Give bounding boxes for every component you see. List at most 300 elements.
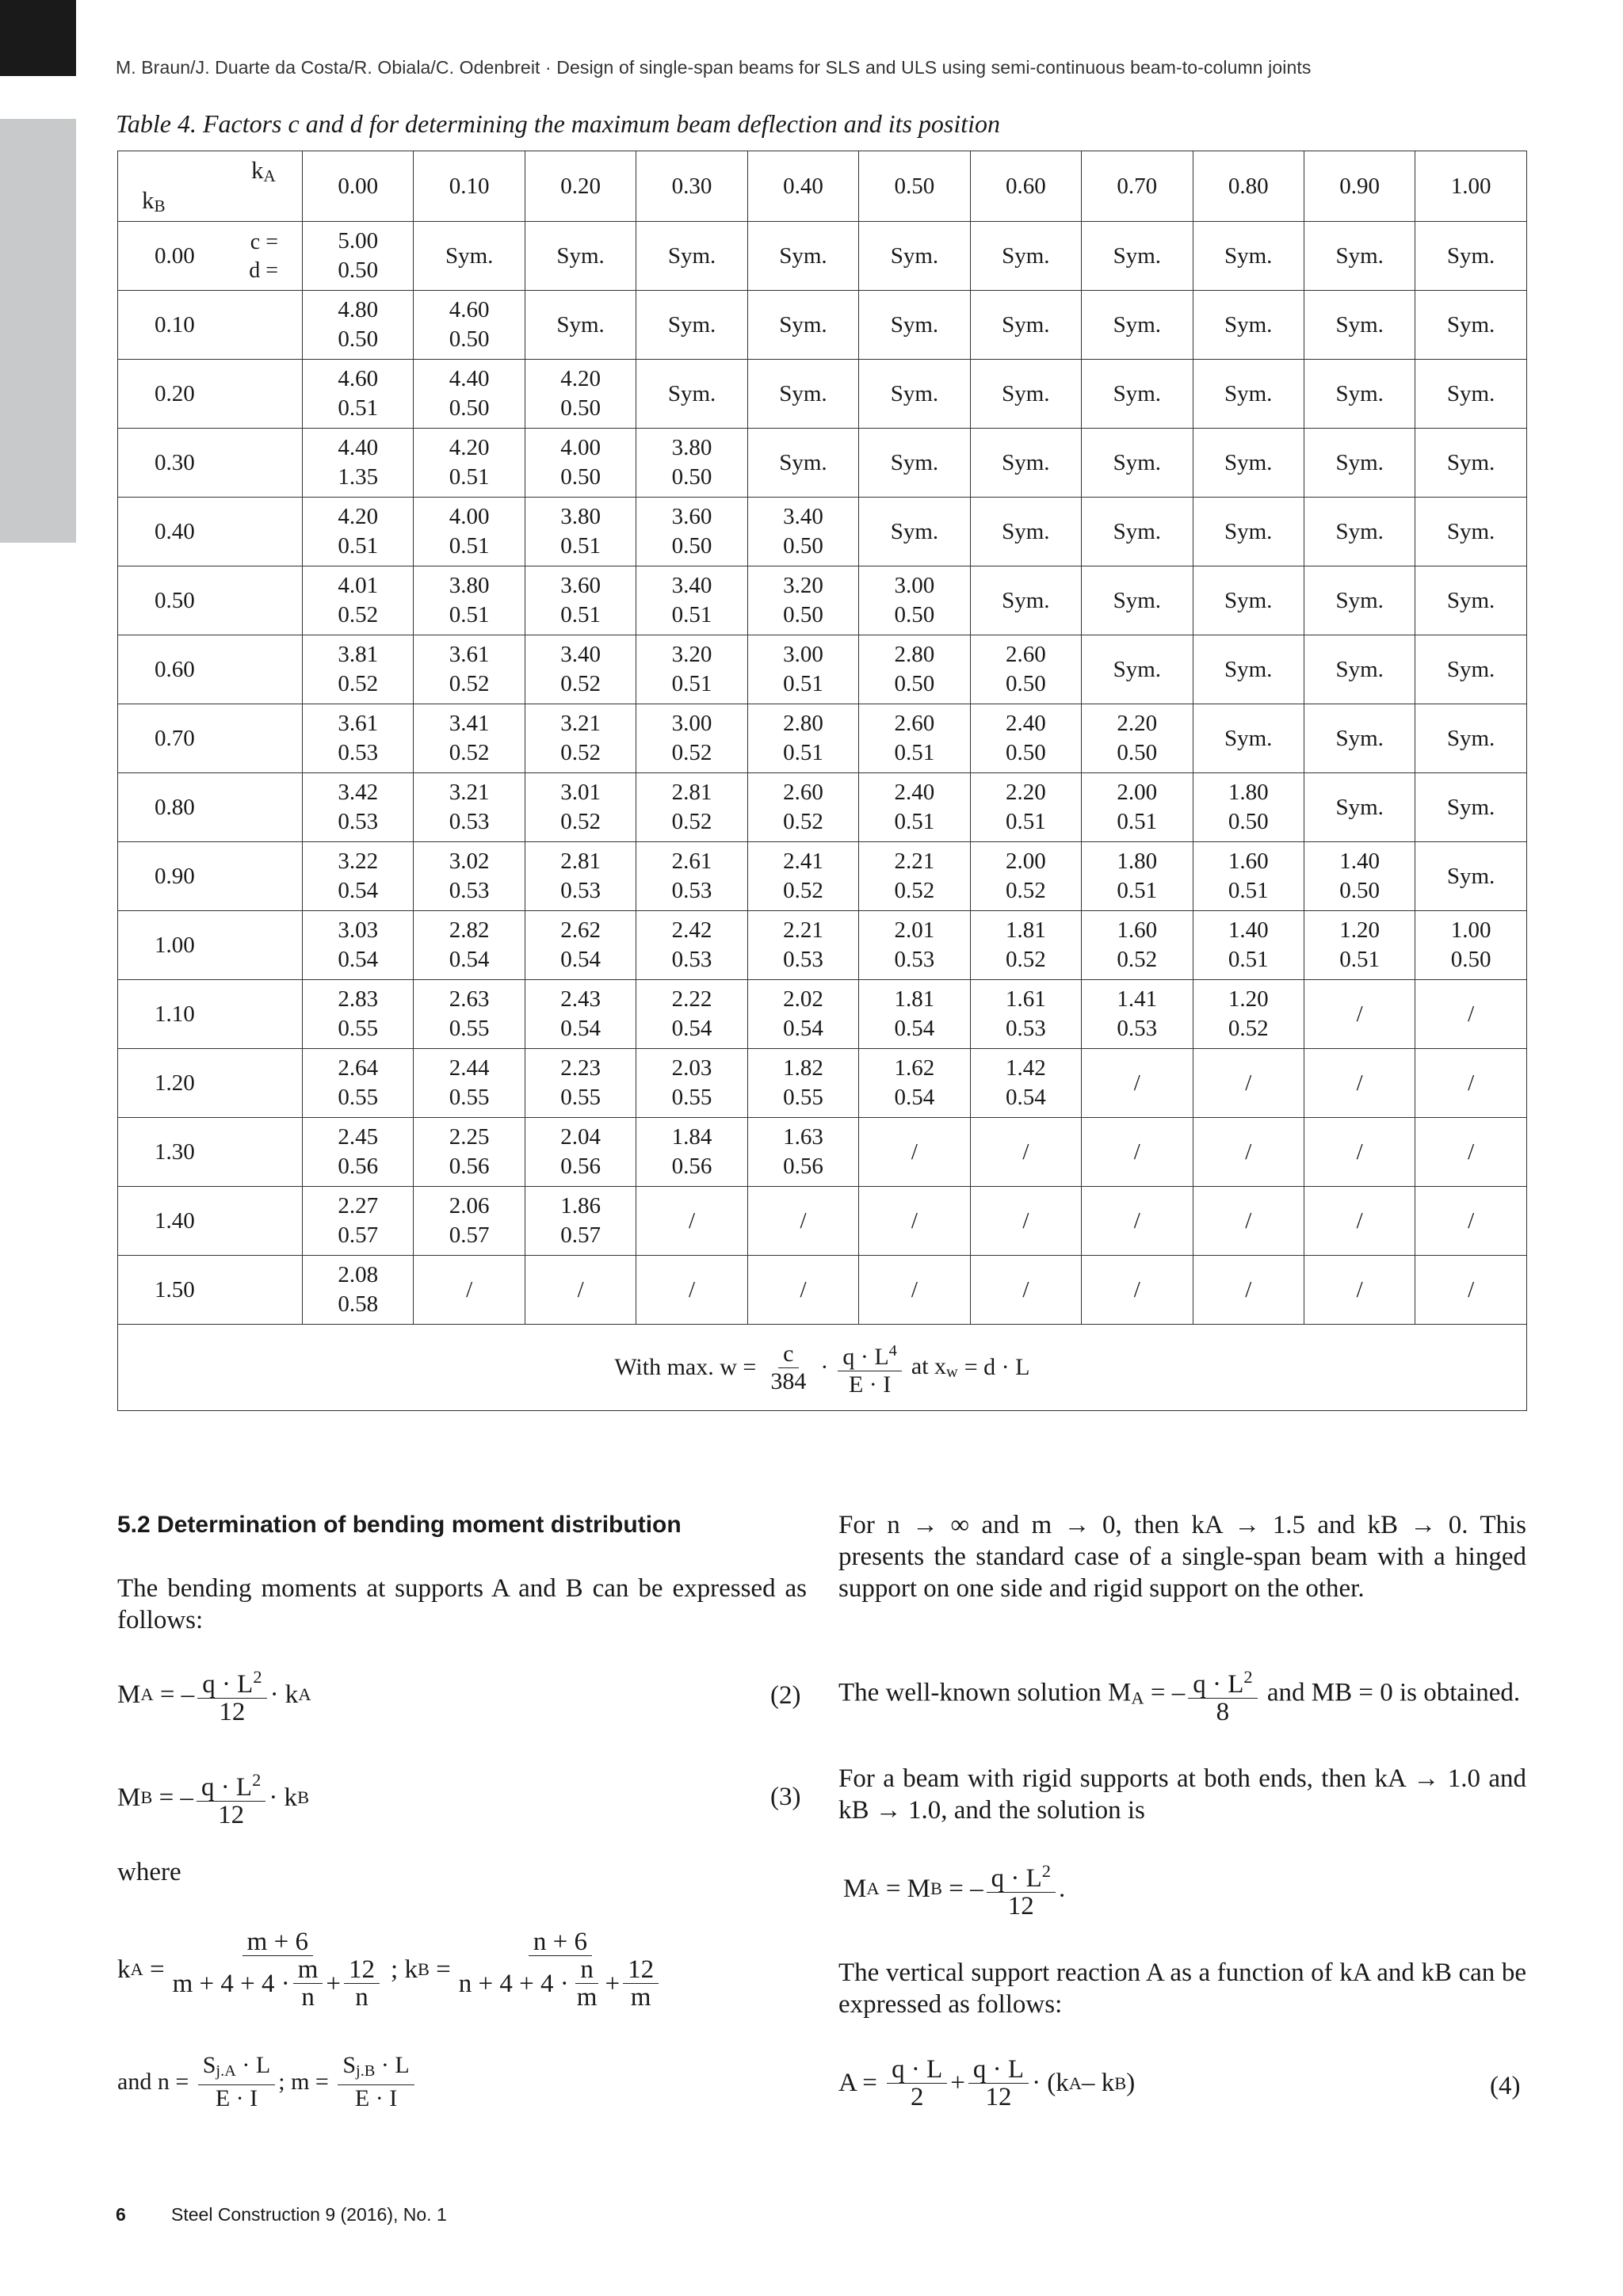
d-value: 0.54: [338, 947, 379, 972]
table-cell: [303, 1118, 414, 1187]
kb-row-label: [118, 429, 303, 498]
d-value: 0.52: [560, 740, 601, 765]
table-cell: Sym.: [1082, 291, 1193, 360]
d-value: 0.55: [449, 1016, 490, 1041]
table-cell: Sym.: [747, 429, 858, 498]
table-cell: /: [1193, 1256, 1304, 1325]
kb-row-label: [118, 291, 303, 360]
d-value: 0.51: [338, 533, 379, 559]
table-cell: [636, 911, 747, 980]
table-cell: Sym.: [859, 291, 970, 360]
table-cell: [859, 842, 970, 911]
paragraph-known-solution: The well-known solution $M_A$ = – $\frac{q \cdot L^2}{8}$ and MB = 0 is obtained.: [838, 1664, 1526, 1726]
c-value: 1.41: [1117, 986, 1158, 1012]
equation-4-number: (4): [1490, 2072, 1521, 2100]
table-cell: Sym.: [970, 222, 1081, 291]
table-cell: [636, 704, 747, 773]
kb-value: 1.10: [155, 1001, 195, 1027]
table-corner-cell: [118, 151, 303, 222]
c-value: 2.23: [560, 1055, 601, 1081]
table-row: [118, 1049, 1527, 1118]
table-row: [118, 842, 1527, 911]
ka-header-cell: 1.00: [1415, 151, 1526, 222]
c-value: 2.40: [894, 780, 935, 805]
table-cell: [636, 635, 747, 704]
ka-header-cell: 0.70: [1082, 151, 1193, 222]
c-value: 2.62: [560, 917, 601, 943]
d-value: 0.50: [560, 464, 601, 490]
table-cell: [525, 566, 636, 635]
table-cell: [303, 911, 414, 980]
d-value: 0.54: [671, 1016, 712, 1041]
d-value: 0.55: [338, 1085, 379, 1110]
right-column-2: [838, 1763, 1526, 1826]
c-value: 1.60: [1228, 849, 1269, 874]
kb-row-label: [118, 704, 303, 773]
d-value: 0.50: [1117, 740, 1158, 765]
table-cell: Sym.: [1415, 773, 1526, 842]
c-value: 1.40: [1228, 917, 1269, 943]
table-cell: Sym.: [636, 360, 747, 429]
c-value: 3.60: [671, 504, 712, 529]
table-cell: /: [970, 1256, 1081, 1325]
c-value: 3.03: [338, 917, 379, 943]
table-cell: Sym.: [1415, 222, 1526, 291]
ka-axis-label: $k_A$: [251, 156, 276, 185]
c-value: 3.21: [449, 780, 490, 805]
table-cell: /: [1304, 980, 1415, 1049]
ka-header-cell: 0.30: [636, 151, 747, 222]
d-value: 0.54: [894, 1016, 935, 1041]
table-cell: /: [1193, 1118, 1304, 1187]
c-value: 1.80: [1228, 780, 1269, 805]
d-value: 0.51: [1117, 809, 1158, 834]
table-row: [118, 222, 1527, 291]
kb-value: 0.80: [155, 794, 195, 820]
c-value: 1.84: [671, 1124, 712, 1150]
c-value: 1.86: [560, 1193, 601, 1219]
d-value: 0.58: [338, 1291, 379, 1317]
c-value: 3.61: [449, 642, 490, 667]
paragraph-limit-case: For n → ∞ and m → 0, then kA → 1.5 and kB → 0. This presents the standard case of a single-span beam with a hinged support on one side and rigid support on the other.: [838, 1511, 1526, 1603]
table-cell: /: [747, 1256, 858, 1325]
c-value: 4.20: [560, 366, 601, 391]
table-cell: /: [636, 1256, 747, 1325]
c-value: 4.01: [338, 573, 379, 598]
d-value: 0.52: [560, 809, 601, 834]
d-value: 0.56: [449, 1154, 490, 1179]
table-cell: [525, 980, 636, 1049]
table-cell: [414, 1187, 525, 1256]
d-value: 0.53: [449, 878, 490, 903]
table-cell: [859, 566, 970, 635]
d-value: 0.52: [1117, 947, 1158, 972]
d-value: 0.52: [449, 740, 490, 765]
kb-value: 0.00: [155, 242, 195, 269]
c-value: 2.83: [338, 986, 379, 1012]
c-value: 2.25: [449, 1124, 490, 1150]
d-value: 0.57: [338, 1222, 379, 1248]
c-value: 2.06: [449, 1193, 490, 1219]
kb-value: 1.30: [155, 1138, 195, 1165]
table-cell: [1082, 773, 1193, 842]
d-value: 0.51: [894, 809, 935, 834]
table-cell: /: [1082, 1187, 1193, 1256]
c-value: 1.63: [783, 1124, 823, 1150]
table-cell: [970, 635, 1081, 704]
table-cell: Sym.: [1304, 291, 1415, 360]
c-value: 4.00: [449, 504, 490, 529]
table-cell: [747, 980, 858, 1049]
ka-header-cell: 0.20: [525, 151, 636, 222]
d-value: 0.53: [560, 878, 601, 903]
kb-value: 0.50: [155, 587, 195, 613]
ka-header-cell: 0.00: [303, 151, 414, 222]
d-value: 0.50: [1005, 671, 1046, 696]
c-value: 2.01: [894, 917, 935, 943]
table-cell: Sym.: [414, 222, 525, 291]
table-cell: [525, 842, 636, 911]
table-formula-cell: [118, 1325, 1527, 1411]
table-cell: [636, 842, 747, 911]
table-cell: /: [1304, 1118, 1415, 1187]
table-cell: [859, 911, 970, 980]
table-cell: /: [970, 1118, 1081, 1187]
table-row: [118, 704, 1527, 773]
table-cell: [859, 635, 970, 704]
c-value: 2.03: [671, 1055, 712, 1081]
table-cell: /: [1415, 1118, 1526, 1187]
table-cell: [525, 635, 636, 704]
d-value: 0.50: [338, 257, 379, 283]
d-value: 0.51: [449, 533, 490, 559]
table-cell: [414, 842, 525, 911]
d-value: 0.56: [671, 1154, 712, 1179]
c-value: 3.00: [894, 573, 935, 598]
table-cell: Sym.: [1082, 635, 1193, 704]
d-value: 0.52: [338, 602, 379, 627]
c-label: c =: [250, 230, 278, 254]
d-value: 0.52: [1005, 878, 1046, 903]
d-value: 0.51: [1339, 947, 1381, 972]
table-cell: Sym.: [970, 360, 1081, 429]
c-value: 2.00: [1005, 849, 1046, 874]
side-tab-marker: [0, 119, 76, 543]
d-value: 0.52: [338, 671, 379, 696]
table-cell: /: [636, 1187, 747, 1256]
table-cell: [1082, 704, 1193, 773]
equation-2-number: (2): [770, 1681, 801, 1710]
d-value: 0.50: [894, 671, 935, 696]
table-cell: [414, 1049, 525, 1118]
c-value: 2.40: [1005, 711, 1046, 736]
table-cell: Sym.: [1193, 291, 1304, 360]
table-cell: Sym.: [1415, 429, 1526, 498]
table-cell: Sym.: [970, 291, 1081, 360]
d-value: 0.54: [783, 1016, 823, 1041]
d-value: 0.51: [783, 671, 823, 696]
table-row: [118, 980, 1527, 1049]
d-value: 0.56: [560, 1154, 601, 1179]
d-value: 0.55: [449, 1085, 490, 1110]
table-cell: [414, 566, 525, 635]
d-value: 0.51: [894, 740, 935, 765]
table-cell: Sym.: [1082, 222, 1193, 291]
d-value: 0.54: [894, 1085, 935, 1110]
d-value: 0.50: [783, 533, 823, 559]
table-cell: Sym.: [1415, 842, 1526, 911]
kb-row-label: [118, 498, 303, 566]
d-value: 0.53: [894, 947, 935, 972]
d-value: 0.53: [338, 740, 379, 765]
kb-row-label: [118, 222, 303, 291]
c-value: 4.00: [560, 435, 601, 460]
table-row: [118, 498, 1527, 566]
table-cell: Sym.: [747, 291, 858, 360]
d-value: 0.56: [783, 1154, 823, 1179]
table-cell: [414, 1118, 525, 1187]
table-cell: Sym.: [1082, 360, 1193, 429]
d-value: 1.35: [338, 464, 379, 490]
table-row: [118, 635, 1527, 704]
kb-value: 0.20: [155, 380, 195, 406]
d-value: 0.53: [1005, 1016, 1046, 1041]
table-row: [118, 1187, 1527, 1256]
d-value: 0.57: [449, 1222, 490, 1248]
table-cell: Sym.: [1082, 566, 1193, 635]
table-cell: [1304, 842, 1415, 911]
ka-header-cell: 0.90: [1304, 151, 1415, 222]
table-cell: [970, 911, 1081, 980]
table-cell: Sym.: [1193, 704, 1304, 773]
ka-header-cell: 0.10: [414, 151, 525, 222]
table-cell: /: [1304, 1187, 1415, 1256]
table-cell: Sym.: [970, 498, 1081, 566]
table-cell: [747, 1118, 858, 1187]
c-value: 2.60: [783, 780, 823, 805]
table-cell: Sym.: [1304, 773, 1415, 842]
c-value: 3.02: [449, 849, 490, 874]
kb-row-label: [118, 635, 303, 704]
c-value: 2.04: [560, 1124, 601, 1150]
table-cell: [303, 566, 414, 635]
table-cell: Sym.: [747, 360, 858, 429]
table-cell: Sym.: [525, 222, 636, 291]
kb-row-label: [118, 1187, 303, 1256]
table-cell: [303, 291, 414, 360]
c-value: 1.62: [894, 1055, 935, 1081]
c-value: 2.60: [1005, 642, 1046, 667]
d-value: 0.50: [671, 464, 712, 490]
c-value: 3.40: [783, 504, 823, 529]
equation-3-number: (3): [770, 1783, 801, 1811]
table-cell: Sym.: [1304, 498, 1415, 566]
c-value: 3.20: [671, 642, 712, 667]
table-row: [118, 360, 1527, 429]
table-cell: [970, 980, 1081, 1049]
table-cell: /: [1304, 1049, 1415, 1118]
deflection-formula: With max. w = $\frac{c}{384}$ · $\frac{q \cdot L^4}{E \cdot I}$ at $x_w$ = d · L: [614, 1337, 1029, 1398]
d-value: 0.54: [338, 878, 379, 903]
c-value: 4.40: [449, 366, 490, 391]
ka-header-cell: 0.60: [970, 151, 1081, 222]
equation-4: A = $\frac{q \cdot L}{2}$ + $\frac{q \cdot L}{12}$ · (k A – k B ): [838, 2055, 1136, 2111]
c-value: 3.00: [783, 642, 823, 667]
table-cell: Sym.: [1082, 429, 1193, 498]
table-cell: [303, 498, 414, 566]
d-value: 0.52: [671, 740, 712, 765]
table-cell: [970, 1049, 1081, 1118]
c-value: 2.21: [894, 849, 935, 874]
c-value: 3.81: [338, 642, 379, 667]
table-cell: [414, 635, 525, 704]
c-value: 1.81: [894, 986, 935, 1012]
c-value: 3.40: [671, 573, 712, 598]
table-cell: [525, 360, 636, 429]
table-cell: [1082, 980, 1193, 1049]
d-value: 0.51: [1228, 878, 1269, 903]
table-cell: [303, 1049, 414, 1118]
c-value: 2.45: [338, 1124, 379, 1150]
table-cell: [747, 704, 858, 773]
kb-value: 0.40: [155, 518, 195, 544]
kb-value: 0.70: [155, 725, 195, 751]
table-cell: Sym.: [970, 566, 1081, 635]
c-value: 3.80: [560, 504, 601, 529]
table-cell: Sym.: [525, 291, 636, 360]
table-cell: /: [1415, 1256, 1526, 1325]
kb-row-label: [118, 1118, 303, 1187]
d-value: 0.57: [560, 1222, 601, 1248]
table-cell: /: [859, 1187, 970, 1256]
table-cell: /: [1415, 980, 1526, 1049]
table-cell: [1082, 842, 1193, 911]
table-row: [118, 911, 1527, 980]
table-cell: [414, 498, 525, 566]
table-cell: [303, 773, 414, 842]
kb-value: 1.50: [155, 1276, 195, 1302]
c-value: 2.82: [449, 917, 490, 943]
table-cell: [747, 635, 858, 704]
d-value: 0.52: [1005, 947, 1046, 972]
d-value: 0.56: [338, 1154, 379, 1179]
d-value: 0.53: [338, 809, 379, 834]
d-value: 0.53: [783, 947, 823, 972]
table-cell: [303, 704, 414, 773]
c-value: 2.20: [1005, 780, 1046, 805]
c-value: 2.08: [338, 1262, 379, 1287]
c-value: 2.60: [894, 711, 935, 736]
table-cell: Sym.: [1304, 360, 1415, 429]
table-cell: Sym.: [1304, 429, 1415, 498]
table-cell: Sym.: [1415, 498, 1526, 566]
c-value: 1.20: [1339, 917, 1381, 943]
c-value: 4.40: [338, 435, 379, 460]
table-cell: [636, 429, 747, 498]
d-value: 0.50: [338, 326, 379, 352]
table-cell: [414, 980, 525, 1049]
right-column-3: [838, 1957, 1526, 2020]
table-cell: Sym.: [1415, 566, 1526, 635]
table-cell: [303, 360, 414, 429]
c-value: 1.81: [1005, 917, 1046, 943]
paragraph-rigid-supports: For a beam with rigid supports at both ends, then kA → 1.0 and kB → 1.0, and the solution is: [838, 1764, 1526, 1825]
table-cell: /: [747, 1187, 858, 1256]
d-value: 0.51: [1117, 878, 1158, 903]
table-cell: /: [859, 1256, 970, 1325]
c-value: 5.00: [338, 228, 379, 254]
d-value: 0.50: [783, 602, 823, 627]
table-row: [118, 773, 1527, 842]
c-value: 3.42: [338, 780, 379, 805]
table-cell: [636, 980, 747, 1049]
c-value: 1.80: [1117, 849, 1158, 874]
c-value: 2.21: [783, 917, 823, 943]
c-value: 3.20: [783, 573, 823, 598]
kb-value: 0.90: [155, 863, 195, 889]
table-cell: Sym.: [970, 429, 1081, 498]
table-cell: Sym.: [1415, 635, 1526, 704]
kb-row-label: [118, 980, 303, 1049]
c-value: 4.20: [449, 435, 490, 460]
c-value: 2.43: [560, 986, 601, 1012]
table-cell: [525, 773, 636, 842]
table-cell: [636, 773, 747, 842]
paragraph-support-reaction: The vertical support reaction A as a function of kA and kB can be expressed as follows:: [838, 1958, 1526, 2019]
table-cell: Sym.: [1304, 704, 1415, 773]
c-value: 3.01: [560, 780, 601, 805]
kb-row-label: [118, 773, 303, 842]
c-value: 2.61: [671, 849, 712, 874]
d-value: 0.51: [338, 395, 379, 421]
d-value: 0.50: [894, 602, 935, 627]
c-value: 3.80: [671, 435, 712, 460]
table-cell: [414, 911, 525, 980]
journal-footer: Steel Construction 9 (2016), No. 1: [171, 2204, 447, 2225]
fraction-qL4-EI: $\frac{q \cdot L^4}{E \cdot I}$: [838, 1337, 902, 1398]
table-formula-row: [118, 1325, 1527, 1411]
table-cell: [303, 1187, 414, 1256]
table-header-row: [118, 151, 1527, 222]
d-value: 0.53: [671, 947, 712, 972]
c-value: 2.64: [338, 1055, 379, 1081]
kb-value: 1.20: [155, 1070, 195, 1096]
table-cell: /: [1415, 1187, 1526, 1256]
c-value: 2.63: [449, 986, 490, 1012]
d-value: 0.55: [560, 1085, 601, 1110]
table-cell: [636, 566, 747, 635]
c-value: 4.20: [338, 504, 379, 529]
table-cell: [747, 842, 858, 911]
c-value: 3.80: [449, 573, 490, 598]
kb-axis-label: $k_B$: [142, 186, 166, 215]
table-cell: [859, 1049, 970, 1118]
intro-paragraph: The bending moments at supports A and B can be expressed as follows:: [117, 1574, 807, 1634]
c-value: 3.41: [449, 711, 490, 736]
table-cell: Sym.: [1193, 498, 1304, 566]
table-cell: Sym.: [1304, 222, 1415, 291]
table-cell: [303, 980, 414, 1049]
table-cell: Sym.: [1193, 222, 1304, 291]
d-value: 0.51: [671, 602, 712, 627]
fraction-c-384: $\frac{c}{384}$: [770, 1340, 807, 1394]
table-cell: [525, 1187, 636, 1256]
d-value: 0.55: [783, 1085, 823, 1110]
right-column: [838, 1509, 1526, 1604]
table-cell: Sym.: [1415, 291, 1526, 360]
c-value: 2.81: [560, 849, 601, 874]
d-value: 0.51: [1228, 947, 1269, 972]
